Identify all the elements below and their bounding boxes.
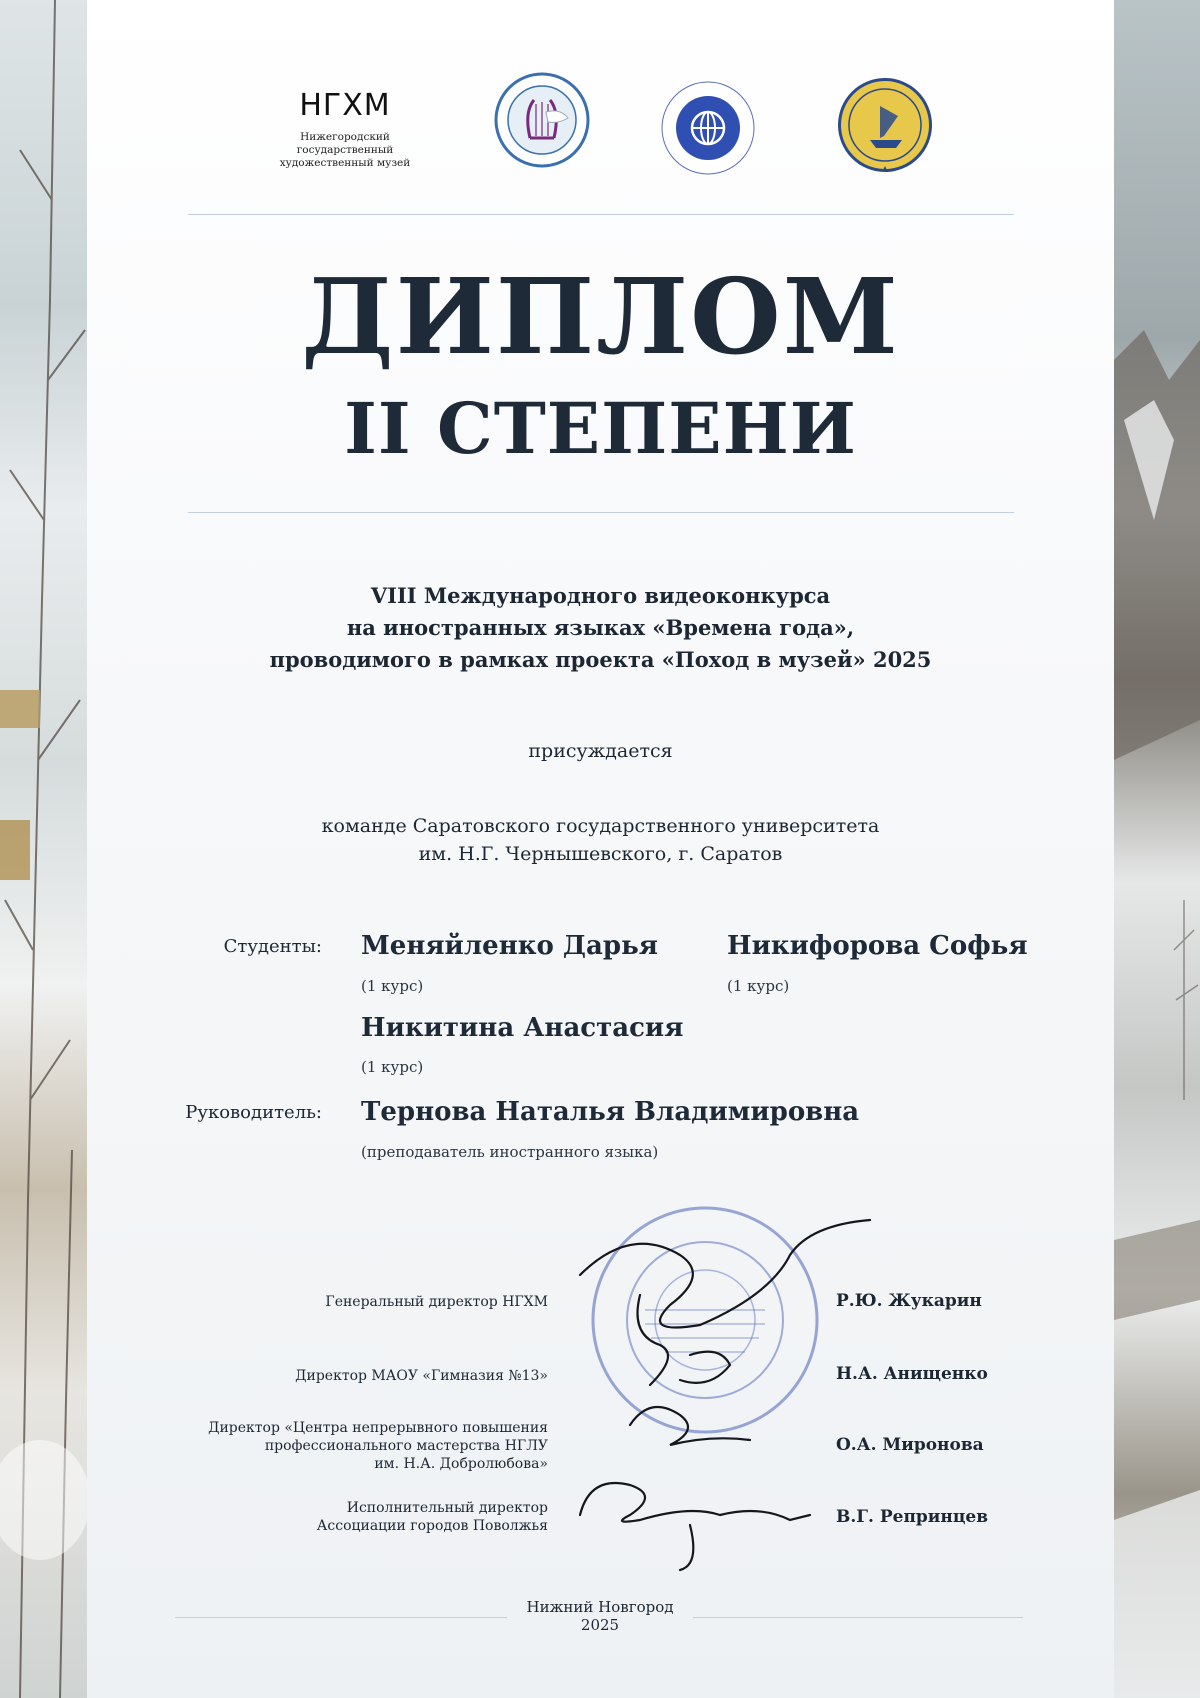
right-winter-painting-strip [1114, 0, 1200, 1698]
team-line-2: им. Н.Г. Чернышевского, г. Саратов [418, 843, 783, 865]
supervisor-label: Руководитель: [185, 1102, 322, 1123]
signatory-position-1-line-1: Генеральный директор НГХМ [325, 1294, 548, 1310]
signatory-position-2 [128, 1367, 548, 1385]
signatory-position-4-line-2: Ассоциации городов Поволжья [316, 1518, 548, 1534]
footer-year: 2025 [580, 1616, 620, 1634]
ngxm-logo-caption-line2: художественный музей [279, 157, 411, 169]
student-course-1: (1 курс) [361, 977, 424, 995]
ngxm-logo-caption-line1: Нижегородский государственный [296, 131, 394, 156]
footer-city: Нижний Новгород [526, 1598, 674, 1616]
gymnasium-lyre-emblem-icon [494, 72, 590, 168]
student-name-2: Никифорова Софья [727, 931, 1028, 961]
left-winter-painting-strip [0, 0, 87, 1698]
top-divider [188, 214, 1014, 215]
signatory-position-4 [128, 1499, 548, 1535]
awarded-text: присуждается [528, 740, 673, 762]
signatory-position-3-line-2: профессионального мастерства НГЛУ [264, 1438, 548, 1454]
footer-divider-left [175, 1617, 507, 1618]
supervisor-name: Тернова Наталья Владимировна [361, 1097, 860, 1127]
supervisor-note: (преподаватель иностранного языка) [361, 1143, 659, 1161]
student-name-3: Никитина Анастасия [361, 1013, 684, 1043]
signatory-position-1 [128, 1293, 548, 1311]
signatory-name-4: В.Г. Репринцев [836, 1507, 989, 1527]
university-globe-emblem-icon [660, 80, 756, 176]
left-landscape-illustration [0, 0, 87, 1698]
team-description [87, 812, 1114, 868]
signatory-name-3: О.А. Миронова [836, 1435, 984, 1455]
diploma-title: ДИПЛОМ [301, 255, 900, 378]
signatory-position-3 [128, 1419, 548, 1473]
diploma-degree: II СТЕПЕНИ [344, 387, 857, 470]
student-course-3: (1 курс) [361, 1058, 424, 1076]
ngxm-logo [265, 88, 425, 170]
contest-line-3: проводимого в рамках проекта «Поход в музей» 2025 [269, 647, 932, 672]
contest-line-1: VIII Международного видеоконкурса [370, 583, 831, 608]
signatory-position-2-line-1: Директор МАОУ «Гимназия №13» [295, 1368, 548, 1384]
association-ship-emblem-icon [836, 76, 934, 174]
footer [500, 1598, 700, 1634]
students-label: Студенты: [223, 936, 322, 957]
student-name-1: Меняйленко Дарья [361, 931, 658, 961]
signatory-position-3-line-1: Директор «Центра непрерывного повышения [208, 1420, 548, 1436]
title-divider [188, 512, 1014, 513]
footer-divider-right [693, 1617, 1023, 1618]
right-landscape-illustration [1114, 0, 1200, 1698]
ngxm-logo-mark: НГХМ [299, 88, 391, 123]
signatory-name-1: Р.Ю. Жукарин [836, 1291, 982, 1311]
contest-description [87, 580, 1114, 676]
signatory-position-3-line-3: им. Н.А. Добролюбова» [374, 1456, 548, 1472]
student-course-2: (1 курс) [727, 977, 790, 995]
signatory-name-2: Н.А. Анищенко [836, 1364, 988, 1384]
contest-line-2: на иностранных языках «Времена года», [346, 615, 855, 640]
signatory-position-4-line-1: Исполнительный директор [346, 1500, 548, 1516]
team-line-1: команде Саратовского государственного университета [321, 815, 880, 837]
